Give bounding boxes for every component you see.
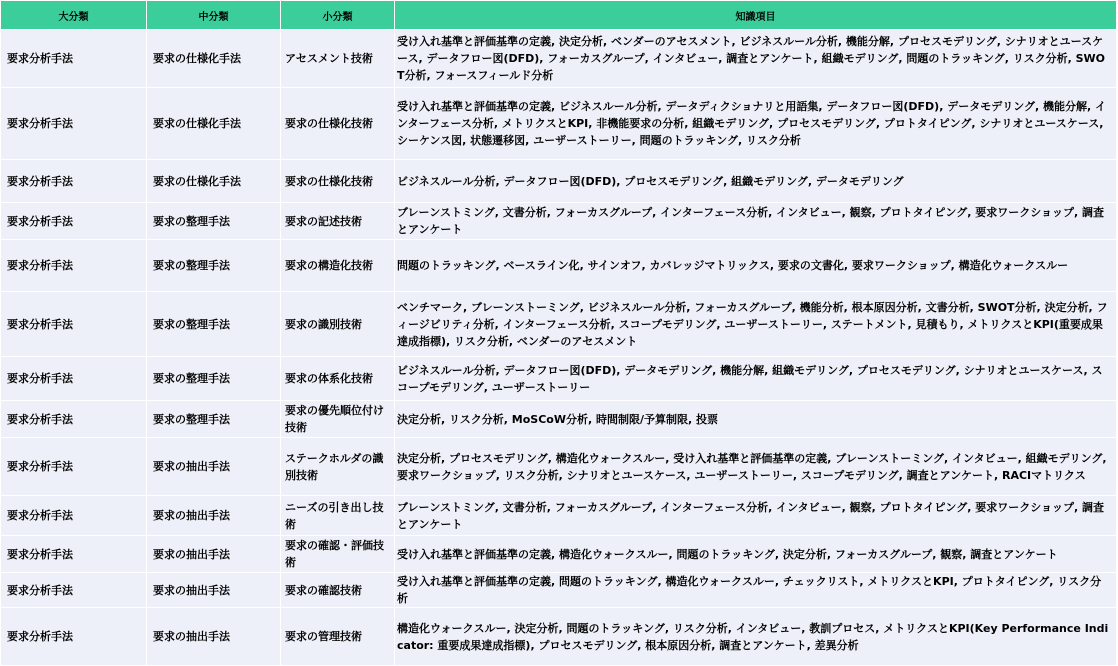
middle-category-cell: 要求の抽出手法 — [147, 438, 281, 496]
middle-category-cell: 要求の抽出手法 — [147, 608, 281, 666]
middle-category-cell: 要求の整理手法 — [147, 292, 281, 357]
major-category-cell: 要求分析手法 — [1, 203, 147, 240]
minor-category-cell: アセスメント技術 — [281, 30, 395, 88]
knowledge-items-cell: ビジネスルール分析, データフロー図(DFD), データモデリング, 機能分解, 組織モデリング, プロセスモデリング, シナリオとユースケース, スコープモデリング, ユーザーストーリー — [395, 357, 1117, 401]
minor-category-cell: 要求の確認技術 — [281, 573, 395, 608]
table-row — [1, 203, 1117, 240]
table-row — [1, 292, 1117, 357]
minor-category-cell: 要求の仕様化技術 — [281, 88, 395, 160]
minor-category-cell: 要求の確認・評価技術 — [281, 536, 395, 573]
minor-category-cell: ニーズの引き出し技術 — [281, 496, 395, 536]
major-category-cell: 要求分析手法 — [1, 496, 147, 536]
middle-category-cell: 要求の仕様化手法 — [147, 160, 281, 203]
major-category-cell: 要求分析手法 — [1, 438, 147, 496]
minor-category-cell: 要求の体系化技術 — [281, 357, 395, 401]
table-row — [1, 573, 1117, 608]
minor-category-cell: 要求の記述技術 — [281, 203, 395, 240]
knowledge-items-cell: 受け入れ基準と評価基準の定義, 問題のトラッキング, 構造化ウォークスルー, チェックリスト, メトリクスとKPI, プロトタイピング, リスク分析 — [395, 573, 1117, 608]
table-row — [1, 438, 1117, 496]
middle-category-cell: 要求の抽出手法 — [147, 536, 281, 573]
major-category-cell: 要求分析手法 — [1, 401, 147, 438]
middle-category-cell: 要求の仕様化手法 — [147, 30, 281, 88]
major-category-cell: 要求分析手法 — [1, 160, 147, 203]
minor-category-cell: 要求の仕様化技術 — [281, 160, 395, 203]
table-row — [1, 496, 1117, 536]
middle-category-cell: 要求の整理手法 — [147, 240, 281, 292]
minor-category-cell: 要求の管理技術 — [281, 608, 395, 666]
header-knowledge-items: 知識項目 — [395, 1, 1117, 30]
knowledge-items-cell: ブレーンストミング, 文書分析, フォーカスグループ, インターフェース分析, インタビュー, 観察, プロトタイピング, 要求ワークショップ, 調査とアンケート — [395, 496, 1117, 536]
major-category-cell: 要求分析手法 — [1, 292, 147, 357]
middle-category-cell: 要求の仕様化手法 — [147, 88, 281, 160]
table-row — [1, 240, 1117, 292]
major-category-cell: 要求分析手法 — [1, 608, 147, 666]
table-row — [1, 160, 1117, 203]
major-category-cell: 要求分析手法 — [1, 88, 147, 160]
table-row — [1, 88, 1117, 160]
knowledge-items-cell: ベンチマーク, ブレーンストーミング, ビジネスルール分析, フォーカスグループ, 機能分析, 根本原因分析, 文書分析, SWOT分析, 決定分析, フィージビリティ分析, インターフェース分析, スコープモデリング, ユーザーストーリー, ステートメント, 見積もり, メトリクスとKPI(重要成果達成指標), リスク分析, ベンダーのアセスメント — [395, 292, 1117, 357]
knowledge-items-cell: ブレーンストミング, 文書分析, フォーカスグループ, インターフェース分析, インタビュー, 観察, プロトタイピング, 要求ワークショップ, 調査とアンケート — [395, 203, 1117, 240]
middle-category-cell: 要求の整理手法 — [147, 401, 281, 438]
minor-category-cell: 要求の優先順位付け技術 — [281, 401, 395, 438]
minor-category-cell: 要求の構造化技術 — [281, 240, 395, 292]
table-header-row — [1, 1, 1117, 30]
knowledge-items-cell: 構造化ウォークスルー, 決定分析, 問題のトラッキング, リスク分析, インタビュー, 教訓プロセス, メトリクスとKPI(Key Performance Indicator: 重要成果達成指標), プロセスモデリング, 根本原因分析, 調査とアンケート, 差異分析 — [395, 608, 1117, 666]
table-row — [1, 401, 1117, 438]
table-row — [1, 536, 1117, 573]
knowledge-items-cell: ビジネスルール分析, データフロー図(DFD), プロセスモデリング, 組織モデリング, データモデリング — [395, 160, 1117, 203]
knowledge-items-cell: 受け入れ基準と評価基準の定義, ビジネスルール分析, データディクショナリと用語集, データフロー図(DFD), データモデリング, 機能分解, インターフェース分析, メトリクスとKPI, 非機能要求の分析, 組織モデリング, プロセスモデリング, プロトタイピング, シナリオとユースケース, シーケンス図, 状態遷移図, ユーザーストーリー, 問題のトラッキング, リスク分析 — [395, 88, 1117, 160]
knowledge-items-cell: 問題のトラッキング, ベースライン化, サインオフ, カバレッジマトリックス, 要求の文書化, 要求ワークショップ, 構造化ウォークスルー — [395, 240, 1117, 292]
major-category-cell: 要求分析手法 — [1, 240, 147, 292]
minor-category-cell: ステークホルダの識別技術 — [281, 438, 395, 496]
minor-category-cell: 要求の識別技術 — [281, 292, 395, 357]
knowledge-items-cell: 決定分析, リスク分析, MoSCoW分析, 時間制限/予算制限, 投票 — [395, 401, 1117, 438]
major-category-cell: 要求分析手法 — [1, 30, 147, 88]
major-category-cell: 要求分析手法 — [1, 536, 147, 573]
major-category-cell: 要求分析手法 — [1, 573, 147, 608]
middle-category-cell: 要求の抽出手法 — [147, 573, 281, 608]
header-middle-category: 中分類 — [147, 1, 281, 30]
major-category-cell: 要求分析手法 — [1, 357, 147, 401]
middle-category-cell: 要求の抽出手法 — [147, 496, 281, 536]
table-row — [1, 357, 1117, 401]
middle-category-cell: 要求の整理手法 — [147, 357, 281, 401]
knowledge-items-cell: 決定分析, プロセスモデリング, 構造化ウォークスルー, 受け入れ基準と評価基準の定義, ブレーンストーミング, インタビュー, 組織モデリング, 要求ワークショップ, リスク分析, シナリオとユースケース, ユーザーストーリー, スコープモデリング, 調査とアンケート, RACIマトリクス — [395, 438, 1117, 496]
table-row — [1, 608, 1117, 666]
table-row — [1, 30, 1117, 88]
header-major-category: 大分類 — [1, 1, 147, 30]
knowledge-items-cell: 受け入れ基準と評価基準の定義, 決定分析, ベンダーのアセスメント, ビジネスルール分析, 機能分解, プロセスモデリング, シナリオとユースケース, データフロー図(DFD), フォーカスグループ, インタビュー, 調査とアンケート, 組織モデリング, 問題のトラッキング, リスク分析, SWOT分析, フォースフィールド分析 — [395, 30, 1117, 88]
header-minor-category: 小分類 — [281, 1, 395, 30]
middle-category-cell: 要求の整理手法 — [147, 203, 281, 240]
knowledge-items-cell: 受け入れ基準と評価基準の定義, 構造化ウォークスルー, 問題のトラッキング, 決定分析, フォーカスグループ, 観察, 調査とアンケート — [395, 536, 1117, 573]
